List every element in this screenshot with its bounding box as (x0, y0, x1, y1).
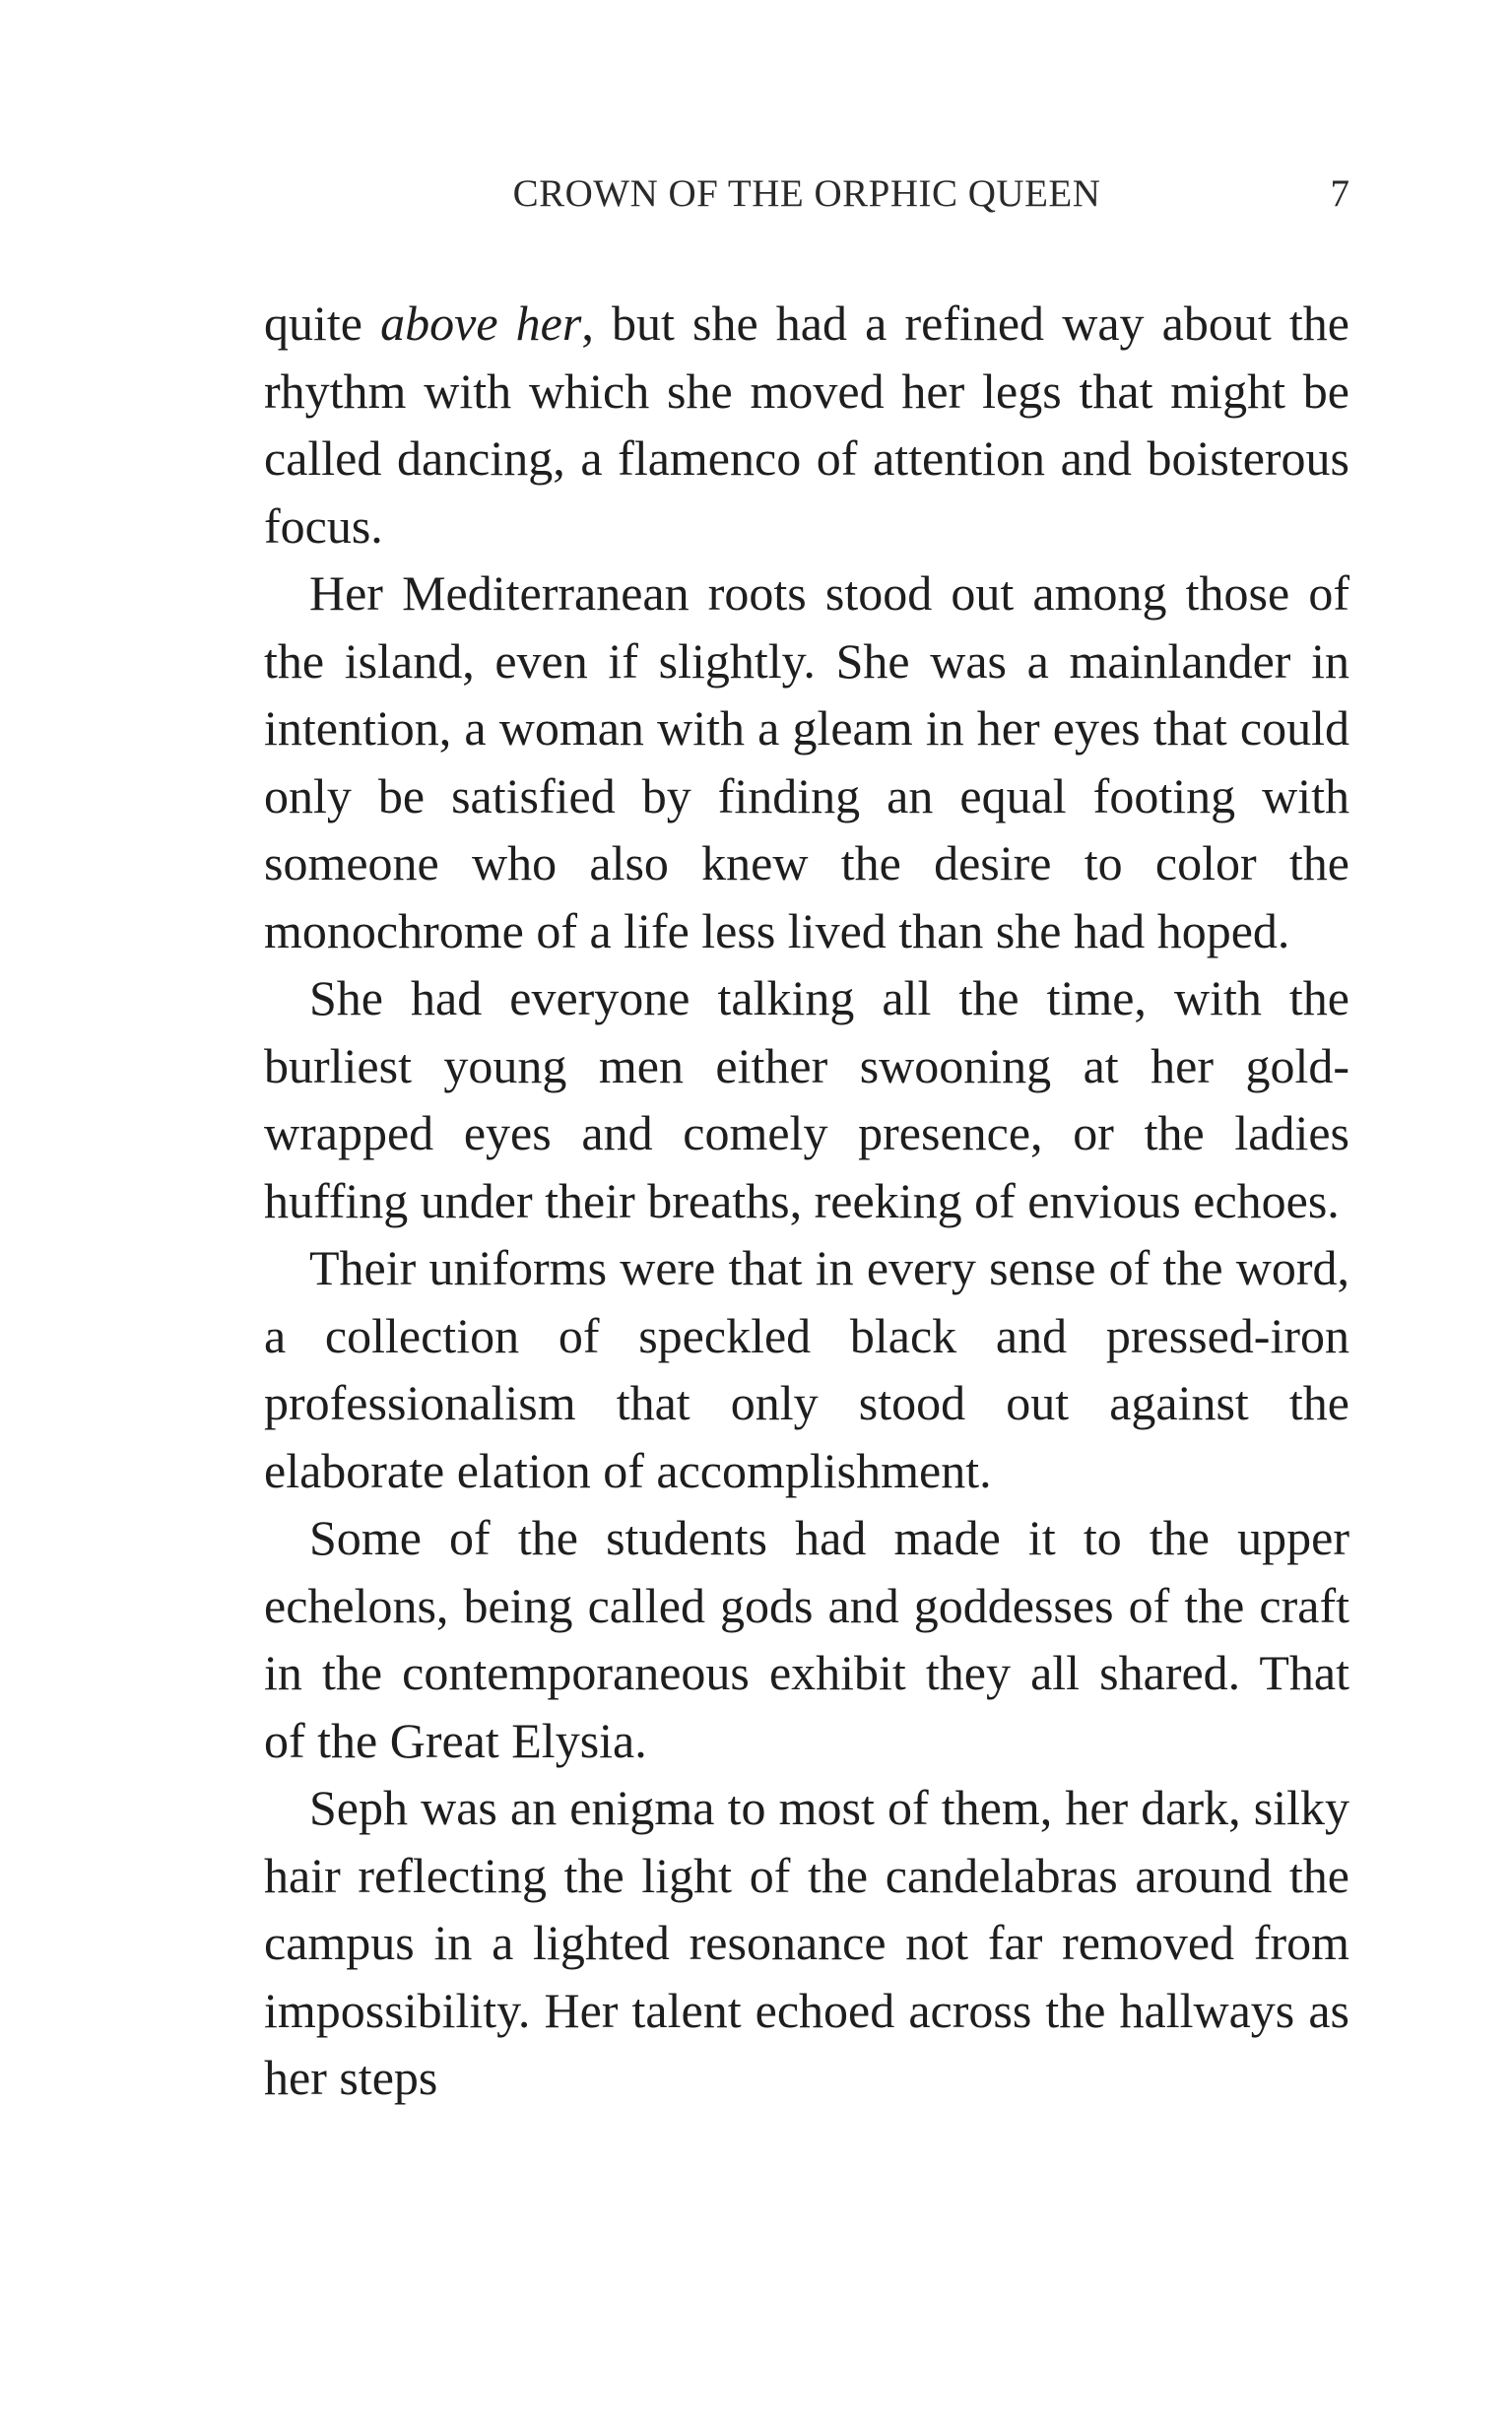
paragraph-6: Seph was an enigma to most of them, her dark, silky hair reflecting the light of the candelabras around the campus in a lighted resonance not far removed from impossibility. Her talent echoed across the hallways as her steps (264, 1780, 1349, 2105)
running-title: CROWN OF THE ORPHIC QUEEN (512, 172, 1101, 215)
paragraph-1-rest: , but she had a refined way about the rhythm with which she moved her legs that might be called dancing, a flamenco of attention and boisterous focus. (264, 296, 1349, 554)
paragraph-1-lead: quite (264, 296, 381, 351)
paragraph-4: Their uniforms were that in every sense of the word, a collection of speckled black and pressed-iron professionalism that only stood out against the elaborate elation of accomplishment. (264, 1240, 1349, 1498)
body-text (264, 290, 1349, 2112)
running-head (264, 169, 1349, 219)
paragraph-3: She had everyone talking all the time, with the burliest young men either swooning at her gold-wrapped eyes and comely presence, or the ladies huffing under their breaths, reeking of envious echoes. (264, 970, 1349, 1228)
page-number: 7 (1330, 172, 1349, 215)
paragraph-1 (264, 290, 1349, 559)
paragraph-2: Her Mediterranean roots stood out among those of the island, even if slightly. She was a mainlander in intention, a woman with a gleam in her eyes that could only be satisfied by finding an equal footing with someone who also knew the desire to color the monochrome of a life less lived than she had hoped. (264, 565, 1349, 958)
paragraph-5: Some of the students had made it to the upper echelons, being called gods and goddesses of the craft in the contemporaneous exhibit they all shared. That of the Great Elysia. (264, 1510, 1349, 1768)
paragraph-1-italic: above her (380, 296, 582, 351)
